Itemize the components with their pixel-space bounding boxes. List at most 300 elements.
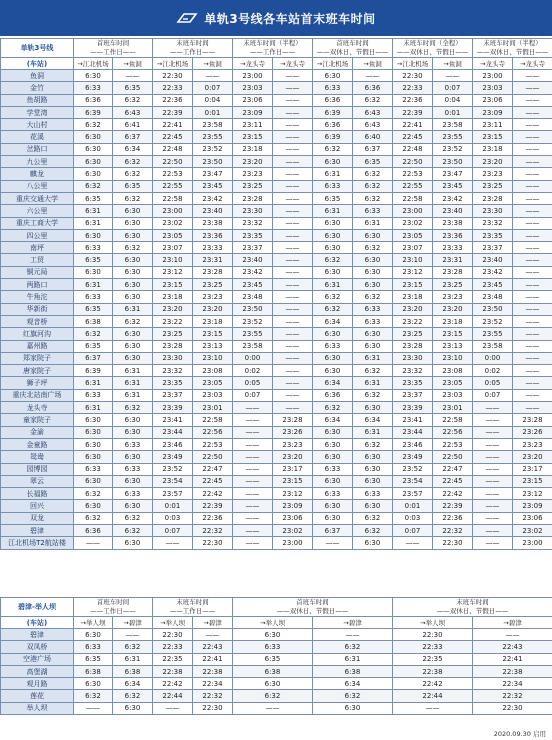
time-cell: 22:30 bbox=[473, 702, 552, 714]
time-cell: 22:45 bbox=[193, 475, 233, 487]
time-cell: 6:31 bbox=[313, 168, 353, 180]
time-cell: 6:30 bbox=[313, 438, 353, 450]
time-cell: 6:30 bbox=[313, 242, 353, 254]
time-cell: 6:30 bbox=[313, 266, 353, 278]
time-cell: 23:03 bbox=[193, 389, 233, 401]
group-subtitle: ——工作日—— bbox=[169, 48, 216, 56]
time-cell: 23:03 bbox=[473, 82, 513, 94]
time-cell: 23:55 bbox=[433, 131, 473, 143]
table-row bbox=[1, 70, 552, 82]
time-cell: —— bbox=[513, 106, 552, 118]
time-cell: —— bbox=[273, 229, 313, 241]
time-cell: 6:30 bbox=[113, 537, 153, 549]
station-name: 唐家院子 bbox=[1, 365, 74, 377]
cq-rail-logo-icon bbox=[176, 11, 198, 25]
time-cell: 6:31 bbox=[74, 402, 113, 414]
time-cell: 6:31 bbox=[113, 365, 153, 377]
time-cell: 23:03 bbox=[433, 389, 473, 401]
table-row bbox=[1, 629, 552, 641]
table-row bbox=[1, 229, 552, 241]
station-name: 空港广场 bbox=[1, 653, 74, 665]
time-cell: 6:32 bbox=[313, 254, 353, 266]
group-title: 末班车时间（半程） bbox=[243, 39, 302, 47]
group-subtitle: ——工作日—— bbox=[90, 607, 136, 615]
time-cell: 6:30 bbox=[353, 340, 393, 352]
time-cell: —— bbox=[273, 352, 313, 364]
time-cell: 6:30 bbox=[313, 156, 353, 168]
time-cell: 6:34 bbox=[313, 678, 393, 690]
table-row bbox=[1, 242, 552, 254]
time-cell: 6:31 bbox=[113, 389, 153, 401]
group-title: 首班车时间 bbox=[96, 39, 130, 47]
time-cell: 6:35 bbox=[113, 180, 153, 192]
time-cell: 23:15 bbox=[193, 328, 233, 340]
time-cell: —— bbox=[513, 70, 552, 82]
time-cell: 23:06 bbox=[233, 94, 273, 106]
time-cell: —— bbox=[513, 279, 552, 291]
time-cell: 23:33 bbox=[193, 242, 233, 254]
time-cell: —— bbox=[233, 463, 273, 475]
time-cell: 6:32 bbox=[113, 242, 153, 254]
time-cell: —— bbox=[513, 205, 552, 217]
time-cell: 23:09 bbox=[473, 106, 513, 118]
time-cell: 6:32 bbox=[74, 512, 113, 524]
time-cell: 6:32 bbox=[353, 438, 393, 450]
time-cell: 23:17 bbox=[513, 463, 552, 475]
time-cell: 6:40 bbox=[353, 131, 393, 143]
time-cell: 6:36 bbox=[313, 119, 353, 131]
time-cell: 6:31 bbox=[313, 653, 393, 665]
direction-label: →碧津 bbox=[193, 617, 233, 629]
time-cell: 6:30 bbox=[313, 500, 353, 512]
group-title: 末班车时间（半程） bbox=[483, 39, 542, 47]
time-cell: 6:35 bbox=[313, 192, 353, 204]
time-cell: 23:38 bbox=[193, 217, 233, 229]
time-cell: 22:34 bbox=[193, 678, 233, 690]
time-cell: 23:28 bbox=[513, 414, 552, 426]
station-name: 花溪 bbox=[1, 131, 74, 143]
time-cell: 23:26 bbox=[273, 426, 313, 438]
time-cell: 23:49 bbox=[153, 451, 193, 463]
time-cell: 22:42 bbox=[433, 488, 473, 500]
time-cell: 23:11 bbox=[473, 119, 513, 131]
time-cell: 23:28 bbox=[473, 192, 513, 204]
time-cell: 22:33 bbox=[393, 641, 473, 653]
time-cell: 6:32 bbox=[113, 156, 153, 168]
time-cell: —— bbox=[513, 352, 552, 364]
time-cell: 23:40 bbox=[473, 254, 513, 266]
direction-label: →举人坝 bbox=[74, 617, 113, 629]
direction-row bbox=[1, 58, 552, 70]
time-cell: —— bbox=[513, 340, 552, 352]
time-cell: 6:32 bbox=[313, 291, 353, 303]
time-cell: 23:20 bbox=[393, 303, 433, 315]
time-cell: 6:32 bbox=[74, 180, 113, 192]
time-cell: 23:00 bbox=[513, 537, 552, 549]
time-cell: 6:33 bbox=[353, 303, 393, 315]
time-cell: 23:06 bbox=[273, 512, 313, 524]
time-cell: 23:49 bbox=[393, 451, 433, 463]
time-cell: 22:41 bbox=[393, 119, 433, 131]
time-cell: 6:30 bbox=[113, 229, 153, 241]
station-name: 八公里 bbox=[1, 180, 74, 192]
time-cell: 23:07 bbox=[393, 242, 433, 254]
time-cell: 0:07 bbox=[473, 389, 513, 401]
table-row bbox=[1, 653, 552, 665]
time-cell: 6:30 bbox=[313, 328, 353, 340]
time-cell: 23:12 bbox=[393, 266, 433, 278]
station-name: 重庆工商大学 bbox=[1, 217, 74, 229]
station-name: 园博园 bbox=[1, 463, 74, 475]
time-cell: 22:48 bbox=[393, 143, 433, 155]
time-cell: 6:35 bbox=[113, 82, 153, 94]
time-cell: 6:32 bbox=[313, 402, 353, 414]
time-cell: 6:38 bbox=[233, 665, 313, 677]
time-cell: 6:35 bbox=[74, 340, 113, 352]
time-cell: 23:20 bbox=[513, 451, 552, 463]
time-cell: 6:43 bbox=[353, 106, 393, 118]
time-cell: —— bbox=[233, 451, 273, 463]
direction-label: →龙头寺 bbox=[513, 58, 552, 70]
time-cell: 6:39 bbox=[313, 131, 353, 143]
time-cell: 23:23 bbox=[433, 291, 473, 303]
time-cell: 6:36 bbox=[74, 94, 113, 106]
time-cell: —— bbox=[74, 537, 113, 549]
group-subtitle: ——双休日、节假日—— bbox=[436, 607, 509, 615]
time-cell: 6:31 bbox=[113, 653, 153, 665]
time-cell: 6:30 bbox=[313, 475, 353, 487]
station-name: 长福路 bbox=[1, 488, 74, 500]
time-cell: 23:35 bbox=[153, 377, 193, 389]
station-name: 碧津 bbox=[1, 629, 74, 641]
time-cell: 0:02 bbox=[473, 365, 513, 377]
time-cell: 23:25 bbox=[473, 180, 513, 192]
time-cell: —— bbox=[353, 70, 393, 82]
time-cell: 22:45 bbox=[433, 475, 473, 487]
time-cell: 22:34 bbox=[473, 678, 552, 690]
time-cell: 22:58 bbox=[153, 192, 193, 204]
time-cell: 6:36 bbox=[74, 524, 113, 536]
station-name: 双凤桥 bbox=[1, 641, 74, 653]
time-cell: —— bbox=[513, 291, 552, 303]
time-cell: —— bbox=[513, 303, 552, 315]
time-cell: 6:30 bbox=[233, 629, 313, 641]
time-cell: 23:58 bbox=[473, 340, 513, 352]
time-cell: 22:41 bbox=[473, 653, 552, 665]
time-cell: 23:20 bbox=[433, 303, 473, 315]
time-cell: 6:30 bbox=[313, 702, 393, 714]
station-name: 回兴 bbox=[1, 500, 74, 512]
time-cell: 22:41 bbox=[153, 119, 193, 131]
column-group-header bbox=[233, 39, 313, 58]
time-cell: —— bbox=[473, 463, 513, 475]
table-row bbox=[1, 678, 552, 690]
time-cell: 6:30 bbox=[113, 254, 153, 266]
time-cell: 23:45 bbox=[473, 279, 513, 291]
time-cell: 6:32 bbox=[113, 168, 153, 180]
time-cell: 23:10 bbox=[153, 254, 193, 266]
time-cell: —— bbox=[273, 106, 313, 118]
time-cell: 23:58 bbox=[433, 119, 473, 131]
table-row bbox=[1, 131, 552, 143]
group-subtitle: ——双休日、节假日—— bbox=[476, 48, 549, 56]
time-cell: —— bbox=[273, 266, 313, 278]
time-cell: 6:30 bbox=[74, 451, 113, 463]
time-cell: 23:28 bbox=[393, 340, 433, 352]
time-cell: 23:09 bbox=[233, 106, 273, 118]
time-cell: 6:32 bbox=[113, 524, 153, 536]
time-cell: 6:32 bbox=[353, 365, 393, 377]
time-cell: 6:43 bbox=[113, 106, 153, 118]
line-name: 碧津-举人坝 bbox=[1, 598, 74, 617]
time-cell: 23:41 bbox=[393, 414, 433, 426]
time-cell: 23:18 bbox=[193, 315, 233, 327]
direction-label: →举人坝 bbox=[233, 617, 313, 629]
time-cell: 23:05 bbox=[153, 229, 193, 241]
time-cell: 23:06 bbox=[513, 512, 552, 524]
time-cell: 6:31 bbox=[313, 279, 353, 291]
column-group-header bbox=[74, 598, 153, 617]
time-cell: 6:36 bbox=[313, 389, 353, 401]
time-cell: 6:31 bbox=[353, 377, 393, 389]
time-cell: 6:32 bbox=[353, 94, 393, 106]
station-name: 鸳鸯 bbox=[1, 451, 74, 463]
time-cell: 23:02 bbox=[513, 524, 552, 536]
time-cell: 23:13 bbox=[433, 340, 473, 352]
time-cell: 6:33 bbox=[74, 82, 113, 94]
time-cell: 23:25 bbox=[233, 180, 273, 192]
time-cell: 23:32 bbox=[473, 217, 513, 229]
time-cell: 6:39 bbox=[74, 106, 113, 118]
time-cell: 23:06 bbox=[473, 94, 513, 106]
direction-label: →碧津 bbox=[113, 617, 153, 629]
time-cell: 6:30 bbox=[113, 475, 153, 487]
time-cell: 6:30 bbox=[353, 328, 393, 340]
time-cell: 23:37 bbox=[233, 242, 273, 254]
time-cell: 6:32 bbox=[74, 328, 113, 340]
time-cell: 23:38 bbox=[433, 217, 473, 229]
time-cell: 6:34 bbox=[353, 414, 393, 426]
column-group-header bbox=[74, 39, 153, 58]
time-cell: 23:45 bbox=[233, 279, 273, 291]
station-name: 重庆交通大学 bbox=[1, 192, 74, 204]
group-title: 末班车时间 bbox=[176, 598, 209, 606]
direction-label: →碧津 bbox=[473, 617, 552, 629]
time-cell: —— bbox=[473, 524, 513, 536]
station-name: 岔路口 bbox=[1, 143, 74, 155]
station-name: 学堂湾 bbox=[1, 106, 74, 118]
time-cell: —— bbox=[74, 702, 113, 714]
time-cell: —— bbox=[273, 303, 313, 315]
time-cell: 22:47 bbox=[433, 463, 473, 475]
table-row bbox=[1, 156, 552, 168]
table-row bbox=[1, 266, 552, 278]
time-cell: 23:31 bbox=[193, 254, 233, 266]
time-cell: 23:37 bbox=[393, 389, 433, 401]
group-title: 末班车时间 bbox=[456, 598, 489, 606]
direction-label: →龙头寺 bbox=[233, 58, 273, 70]
column-group-header bbox=[153, 39, 233, 58]
time-cell: 6:30 bbox=[74, 143, 113, 155]
time-cell: 6:30 bbox=[353, 500, 393, 512]
time-cell: 6:32 bbox=[74, 488, 113, 500]
time-cell: 6:32 bbox=[313, 303, 353, 315]
time-cell: 22:32 bbox=[193, 524, 233, 536]
station-name: 龙头寺 bbox=[1, 402, 74, 414]
station-name: 翠云 bbox=[1, 475, 74, 487]
time-cell: —— bbox=[113, 70, 153, 82]
station-name: 牛角沱 bbox=[1, 291, 74, 303]
time-cell: —— bbox=[273, 131, 313, 143]
time-cell: 23:18 bbox=[393, 291, 433, 303]
time-cell: 23:52 bbox=[473, 315, 513, 327]
time-cell: 6:30 bbox=[313, 352, 353, 364]
time-cell: 23:10 bbox=[393, 254, 433, 266]
time-cell: 6:30 bbox=[74, 131, 113, 143]
time-cell: 6:33 bbox=[74, 242, 113, 254]
time-cell: —— bbox=[273, 82, 313, 94]
station-name: 铜元局 bbox=[1, 266, 74, 278]
time-cell: 6:30 bbox=[353, 254, 393, 266]
time-cell: —— bbox=[513, 254, 552, 266]
time-cell: 6:38 bbox=[74, 665, 113, 677]
time-cell: 0:07 bbox=[233, 389, 273, 401]
time-cell: 6:35 bbox=[353, 156, 393, 168]
table-row bbox=[1, 94, 552, 106]
table-row bbox=[1, 352, 552, 364]
table-row bbox=[1, 254, 552, 266]
time-cell: 22:53 bbox=[193, 438, 233, 450]
time-cell: —— bbox=[473, 451, 513, 463]
time-cell: 6:30 bbox=[313, 451, 353, 463]
time-cell: 22:36 bbox=[193, 512, 233, 524]
time-cell: —— bbox=[273, 119, 313, 131]
time-cell: 6:30 bbox=[353, 402, 393, 414]
time-cell: 0:07 bbox=[393, 524, 433, 536]
time-cell: 23:46 bbox=[393, 438, 433, 450]
time-cell: 23:08 bbox=[193, 365, 233, 377]
table-row bbox=[1, 389, 552, 401]
time-cell: 23:52 bbox=[233, 315, 273, 327]
direction-label: →鱼洞 bbox=[433, 58, 473, 70]
time-cell: 22:45 bbox=[153, 131, 193, 143]
station-name: 鱼胡路 bbox=[1, 94, 74, 106]
time-cell: —— bbox=[473, 512, 513, 524]
time-cell: 6:34 bbox=[313, 315, 353, 327]
time-cell: 23:28 bbox=[233, 192, 273, 204]
time-cell: 6:34 bbox=[313, 377, 353, 389]
time-cell: 23:20 bbox=[153, 303, 193, 315]
table-row bbox=[1, 180, 552, 192]
time-cell: 22:42 bbox=[193, 488, 233, 500]
time-cell: 6:30 bbox=[113, 352, 153, 364]
station-name: 九公里 bbox=[1, 156, 74, 168]
time-cell: 6:35 bbox=[74, 653, 113, 665]
station-name: 双龙 bbox=[1, 512, 74, 524]
table-row bbox=[1, 641, 552, 653]
time-cell: 22:38 bbox=[393, 665, 473, 677]
time-cell: 6:33 bbox=[74, 291, 113, 303]
time-cell: 6:32 bbox=[313, 641, 393, 653]
bijin-jurenba-timetable bbox=[0, 597, 552, 715]
time-cell: 22:53 bbox=[433, 438, 473, 450]
time-cell: 6:30 bbox=[353, 279, 393, 291]
time-cell: 6:31 bbox=[353, 426, 393, 438]
time-cell: 22:32 bbox=[193, 690, 233, 702]
table-row bbox=[1, 279, 552, 291]
time-cell: 6:39 bbox=[74, 365, 113, 377]
time-cell: 23:50 bbox=[193, 156, 233, 168]
station-name: 碧津 bbox=[1, 524, 74, 536]
time-cell: 6:33 bbox=[313, 488, 353, 500]
station-name: 工贸 bbox=[1, 254, 74, 266]
time-cell: 23:05 bbox=[393, 229, 433, 241]
time-cell: —— bbox=[513, 377, 552, 389]
time-cell: 23:35 bbox=[393, 377, 433, 389]
group-subtitle: ——双休日、节假日—— bbox=[316, 48, 389, 56]
direction-label: →江北机场 bbox=[153, 58, 193, 70]
time-cell: 23:00 bbox=[393, 205, 433, 217]
time-cell: 0:07 bbox=[153, 524, 193, 536]
time-cell: 6:30 bbox=[313, 426, 353, 438]
time-cell: 22:42 bbox=[393, 678, 473, 690]
time-cell: 6:32 bbox=[353, 242, 393, 254]
time-cell: —— bbox=[273, 365, 313, 377]
time-cell: —— bbox=[513, 119, 552, 131]
time-cell: 0:05 bbox=[233, 377, 273, 389]
station-name: 莲花 bbox=[1, 690, 74, 702]
time-cell: —— bbox=[113, 629, 153, 641]
table-row bbox=[1, 365, 552, 377]
time-cell: 23:30 bbox=[233, 205, 273, 217]
time-cell: 6:32 bbox=[353, 192, 393, 204]
time-cell: 23:44 bbox=[393, 426, 433, 438]
time-cell: 22:58 bbox=[433, 414, 473, 426]
station-name: 华新街 bbox=[1, 303, 74, 315]
time-cell: 23:12 bbox=[273, 488, 313, 500]
group-title: 首班车时间 bbox=[296, 598, 329, 606]
time-cell: 23:30 bbox=[473, 205, 513, 217]
time-cell: 22:43 bbox=[473, 641, 552, 653]
table-row bbox=[1, 303, 552, 315]
time-cell: —— bbox=[273, 402, 313, 414]
time-cell: —— bbox=[273, 291, 313, 303]
time-cell: 23:31 bbox=[433, 254, 473, 266]
time-cell: 23:23 bbox=[233, 168, 273, 180]
time-cell: 23:23 bbox=[273, 438, 313, 450]
time-cell: —— bbox=[273, 205, 313, 217]
time-cell: 22:32 bbox=[433, 524, 473, 536]
time-cell: 23:10 bbox=[433, 352, 473, 364]
table-row bbox=[1, 143, 552, 155]
time-cell: 23:15 bbox=[393, 279, 433, 291]
time-cell: 6:35 bbox=[233, 653, 313, 665]
time-cell: 23:58 bbox=[193, 119, 233, 131]
time-cell: 6:31 bbox=[113, 377, 153, 389]
time-cell: 23:40 bbox=[433, 205, 473, 217]
time-cell: —— bbox=[233, 524, 273, 536]
table-row bbox=[1, 340, 552, 352]
time-cell: 6:33 bbox=[113, 488, 153, 500]
table-row bbox=[1, 438, 552, 450]
time-cell: 23:44 bbox=[153, 426, 193, 438]
time-cell: 6:30 bbox=[313, 365, 353, 377]
column-group-header bbox=[153, 598, 233, 617]
time-cell: 6:30 bbox=[74, 438, 113, 450]
time-cell: 6:32 bbox=[113, 690, 153, 702]
time-cell: 23:40 bbox=[233, 254, 273, 266]
time-cell: 22:50 bbox=[393, 156, 433, 168]
